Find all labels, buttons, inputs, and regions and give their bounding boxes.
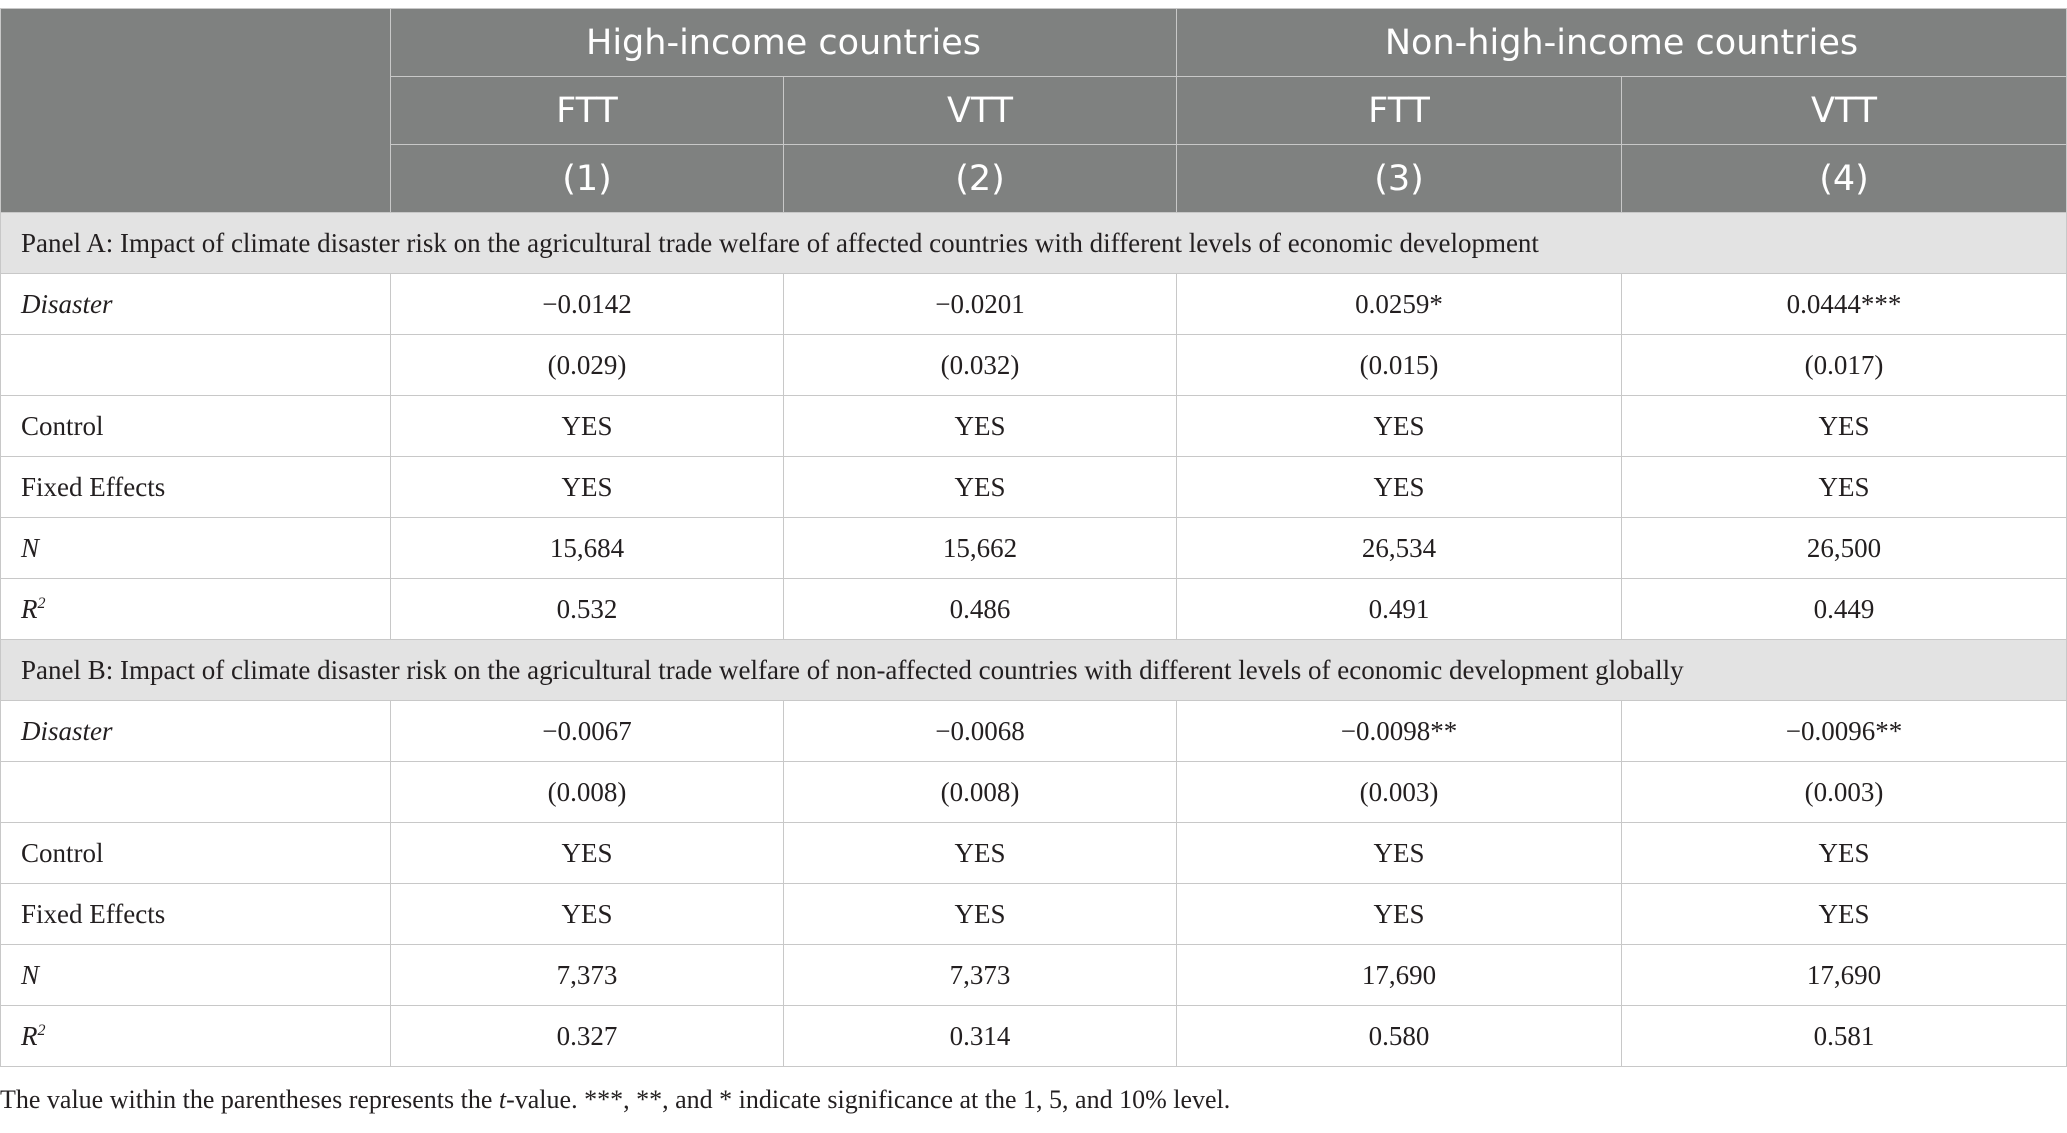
panel-b-title: Panel B: Impact of climate disaster risk on the agricultural trade welfare of non-affected countries with different levels of economic development globally bbox=[1, 640, 2067, 701]
table-row bbox=[1, 884, 2067, 945]
table-cell: YES bbox=[1622, 884, 2067, 945]
table-row bbox=[1, 945, 2067, 1006]
table-cell: 15,684 bbox=[391, 518, 784, 579]
table-cell: YES bbox=[784, 396, 1177, 457]
row-label-n: N bbox=[1, 945, 391, 1006]
table-footnote bbox=[0, 1085, 1230, 1115]
table-cell: 0.486 bbox=[784, 579, 1177, 640]
table-cell: 15,662 bbox=[784, 518, 1177, 579]
table-row bbox=[1, 274, 2067, 335]
table-row bbox=[1, 518, 2067, 579]
table-cell: YES bbox=[1622, 823, 2067, 884]
r-squared-symbol: R bbox=[21, 1020, 38, 1051]
table-cell: YES bbox=[1177, 823, 1622, 884]
table-cell: 7,373 bbox=[391, 945, 784, 1006]
footnote-text-end: -value. ***, **, and * indicate significance at the 1, 5, and 10% level. bbox=[506, 1085, 1231, 1114]
footnote-text-start: The value within the parentheses represents the bbox=[0, 1085, 499, 1114]
header-column-4: VTT bbox=[1622, 77, 2067, 145]
row-label-empty bbox=[1, 335, 391, 396]
header-column-3: FTT bbox=[1177, 77, 1622, 145]
table-cell: −0.0098** bbox=[1177, 701, 1622, 762]
table-cell: YES bbox=[391, 884, 784, 945]
r-squared-superscript: 2 bbox=[37, 1021, 46, 1039]
table-cell: 0.491 bbox=[1177, 579, 1622, 640]
table-cell: −0.0201 bbox=[784, 274, 1177, 335]
table-row bbox=[1, 762, 2067, 823]
row-label-disaster: Disaster bbox=[1, 701, 391, 762]
row-label-r-squared bbox=[1, 579, 391, 640]
row-label-control: Control bbox=[1, 823, 391, 884]
table-cell: (0.032) bbox=[784, 335, 1177, 396]
table-row bbox=[1, 579, 2067, 640]
panel-a-title: Panel A: Impact of climate disaster risk on the agricultural trade welfare of affected countries with different levels of economic development bbox=[1, 213, 2067, 274]
table-cell: (0.003) bbox=[1622, 762, 2067, 823]
regression-results-table bbox=[0, 8, 2067, 1067]
table-cell: 17,690 bbox=[1177, 945, 1622, 1006]
table-cell: YES bbox=[1622, 396, 2067, 457]
row-label-fixed-effects: Fixed Effects bbox=[1, 457, 391, 518]
table-row bbox=[1, 701, 2067, 762]
table-cell: −0.0067 bbox=[391, 701, 784, 762]
table-cell: YES bbox=[391, 457, 784, 518]
table-cell: (0.008) bbox=[784, 762, 1177, 823]
table-cell: 0.0259* bbox=[1177, 274, 1622, 335]
row-label-empty bbox=[1, 762, 391, 823]
table-cell: 0.532 bbox=[391, 579, 784, 640]
table-body bbox=[1, 213, 2067, 1067]
table-cell: −0.0096** bbox=[1622, 701, 2067, 762]
header-number-3: (3) bbox=[1177, 145, 1622, 213]
footnote-italic-t: t bbox=[498, 1085, 507, 1114]
table-cell: YES bbox=[1177, 396, 1622, 457]
table-row bbox=[1, 335, 2067, 396]
table-cell: 17,690 bbox=[1622, 945, 2067, 1006]
table-cell: YES bbox=[1622, 457, 2067, 518]
table-cell: (0.003) bbox=[1177, 762, 1622, 823]
header-group-non-high-income: Non-high-income countries bbox=[1177, 9, 2067, 77]
table-cell: YES bbox=[391, 823, 784, 884]
table-cell: (0.017) bbox=[1622, 335, 2067, 396]
table-cell: YES bbox=[784, 823, 1177, 884]
table-cell: YES bbox=[784, 457, 1177, 518]
r-squared-symbol: R bbox=[21, 593, 38, 624]
table-cell: 26,500 bbox=[1622, 518, 2067, 579]
table-cell: 0.0444*** bbox=[1622, 274, 2067, 335]
table-cell: 0.449 bbox=[1622, 579, 2067, 640]
table-cell: (0.015) bbox=[1177, 335, 1622, 396]
table-row bbox=[1, 396, 2067, 457]
row-label-fixed-effects: Fixed Effects bbox=[1, 884, 391, 945]
r-squared-superscript: 2 bbox=[37, 594, 46, 612]
table-cell: 0.581 bbox=[1622, 1006, 2067, 1067]
header-column-2: VTT bbox=[784, 77, 1177, 145]
row-label-n: N bbox=[1, 518, 391, 579]
table-cell: 0.580 bbox=[1177, 1006, 1622, 1067]
table-cell: 0.314 bbox=[784, 1006, 1177, 1067]
table-cell: 0.327 bbox=[391, 1006, 784, 1067]
table-row bbox=[1, 823, 2067, 884]
header-number-2: (2) bbox=[784, 145, 1177, 213]
header-corner-cell bbox=[1, 9, 391, 213]
table-cell: (0.008) bbox=[391, 762, 784, 823]
panel-a-heading-row bbox=[1, 213, 2067, 274]
table-cell: −0.0142 bbox=[391, 274, 784, 335]
table-cell: 26,534 bbox=[1177, 518, 1622, 579]
table-cell: −0.0068 bbox=[784, 701, 1177, 762]
row-label-r-squared bbox=[1, 1006, 391, 1067]
header-column-1: FTT bbox=[391, 77, 784, 145]
table-cell: YES bbox=[1177, 884, 1622, 945]
table-row bbox=[1, 457, 2067, 518]
table-cell: YES bbox=[784, 884, 1177, 945]
row-label-control: Control bbox=[1, 396, 391, 457]
table-cell: YES bbox=[1177, 457, 1622, 518]
header-number-4: (4) bbox=[1622, 145, 2067, 213]
table-cell: 7,373 bbox=[784, 945, 1177, 1006]
header-group-high-income: High-income countries bbox=[391, 9, 1177, 77]
table-cell: (0.029) bbox=[391, 335, 784, 396]
header-number-1: (1) bbox=[391, 145, 784, 213]
table-cell: YES bbox=[391, 396, 784, 457]
row-label-disaster: Disaster bbox=[1, 274, 391, 335]
table-row bbox=[1, 1006, 2067, 1067]
table-header bbox=[1, 9, 2067, 213]
panel-b-heading-row bbox=[1, 640, 2067, 701]
